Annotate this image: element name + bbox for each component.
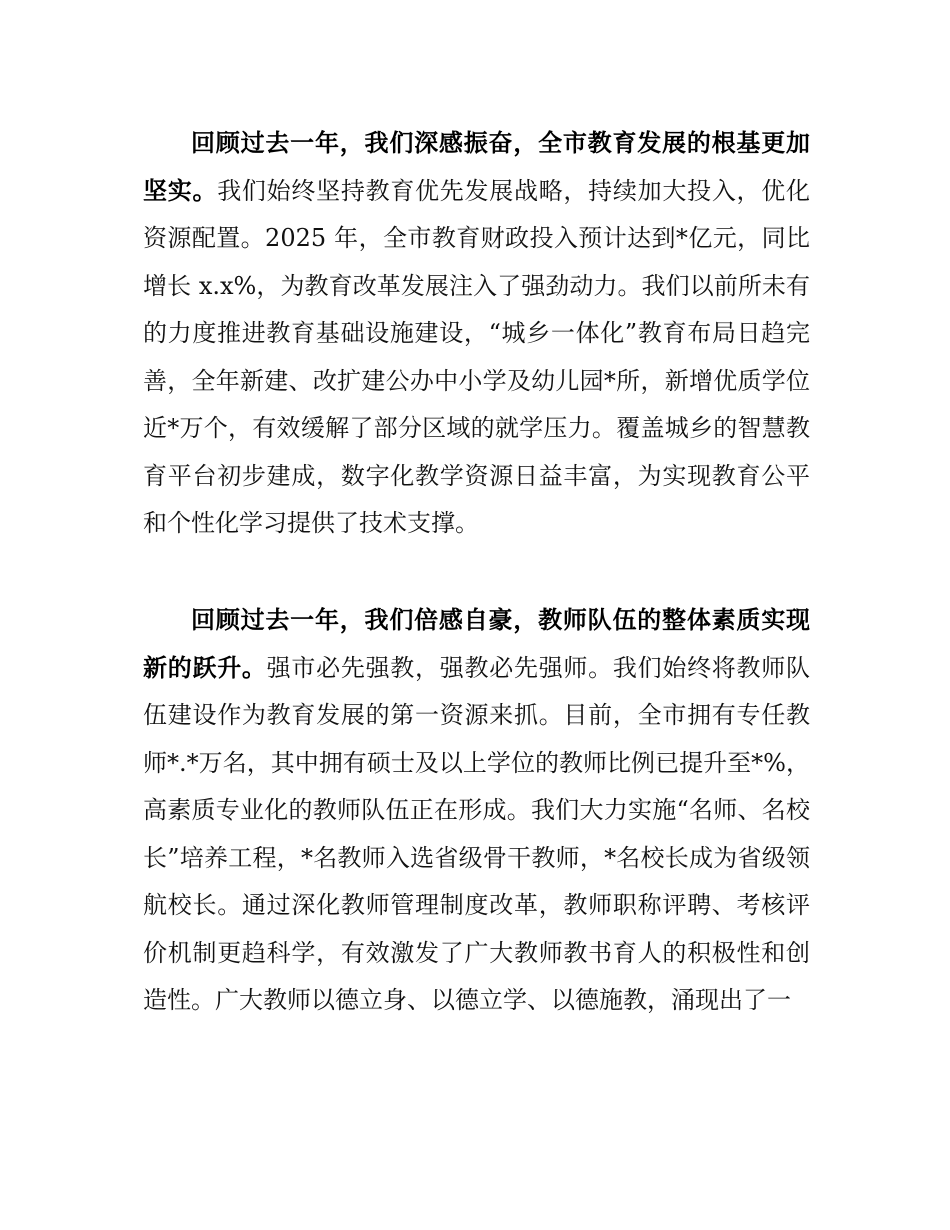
paragraph-body: 我们始终坚持教育优先发展战略，持续加大投入，优化资源配置。2025 年，全市教育财政投入预计达到*亿元，同比增长 x.x%，为教育改革发展注入了强劲动力。我们以前所未有的力度推进教育基础设施建设，“城乡一体化”教育布局日趋完善，全年新建、改扩建公办中小学及幼儿园*所，新增优质学位近*万个，有效缓解了部分区域的就学压力。覆盖城乡的智慧教育平台初步建成，数字化教学资源日益丰富，为实现教育公平和个性化学习提供了技术支撑。 xyxy=(143,176,811,537)
paragraph-body: 强市必先强教，强教必先强师。我们始终将教师队伍建设作为教育发展的第一资源来抓。目前，全市拥有专任教师*.*万名，其中拥有硕士及以上学位的教师比例已提升至*%，高素质专业化的教师队伍正在形成。我们大力实施“名师、名校长”培养工程，*名教师入选省级骨干教师，*名校长成为省级领航校长。通过深化教师管理制度改革，教师职称评聘、考核评价机制更趋科学，有效激发了广大教师教书育人的积极性和创造性。广大教师以德立身、以德立学、以德施教，涌现出了一 xyxy=(143,653,811,1014)
paragraph-1 xyxy=(143,120,810,548)
paragraph-2 xyxy=(143,597,810,1025)
paragraph-text xyxy=(143,120,810,548)
paragraph-lead-sentence: 回顾过去一年，我们倍感自豪，教师队伍的整体素质实现新的跃升。 xyxy=(143,606,810,682)
paragraph-lead-sentence: 回顾过去一年，我们深感振奋，全市教育发展的根基更加坚实。 xyxy=(143,129,810,205)
paragraph-text xyxy=(143,597,810,1025)
